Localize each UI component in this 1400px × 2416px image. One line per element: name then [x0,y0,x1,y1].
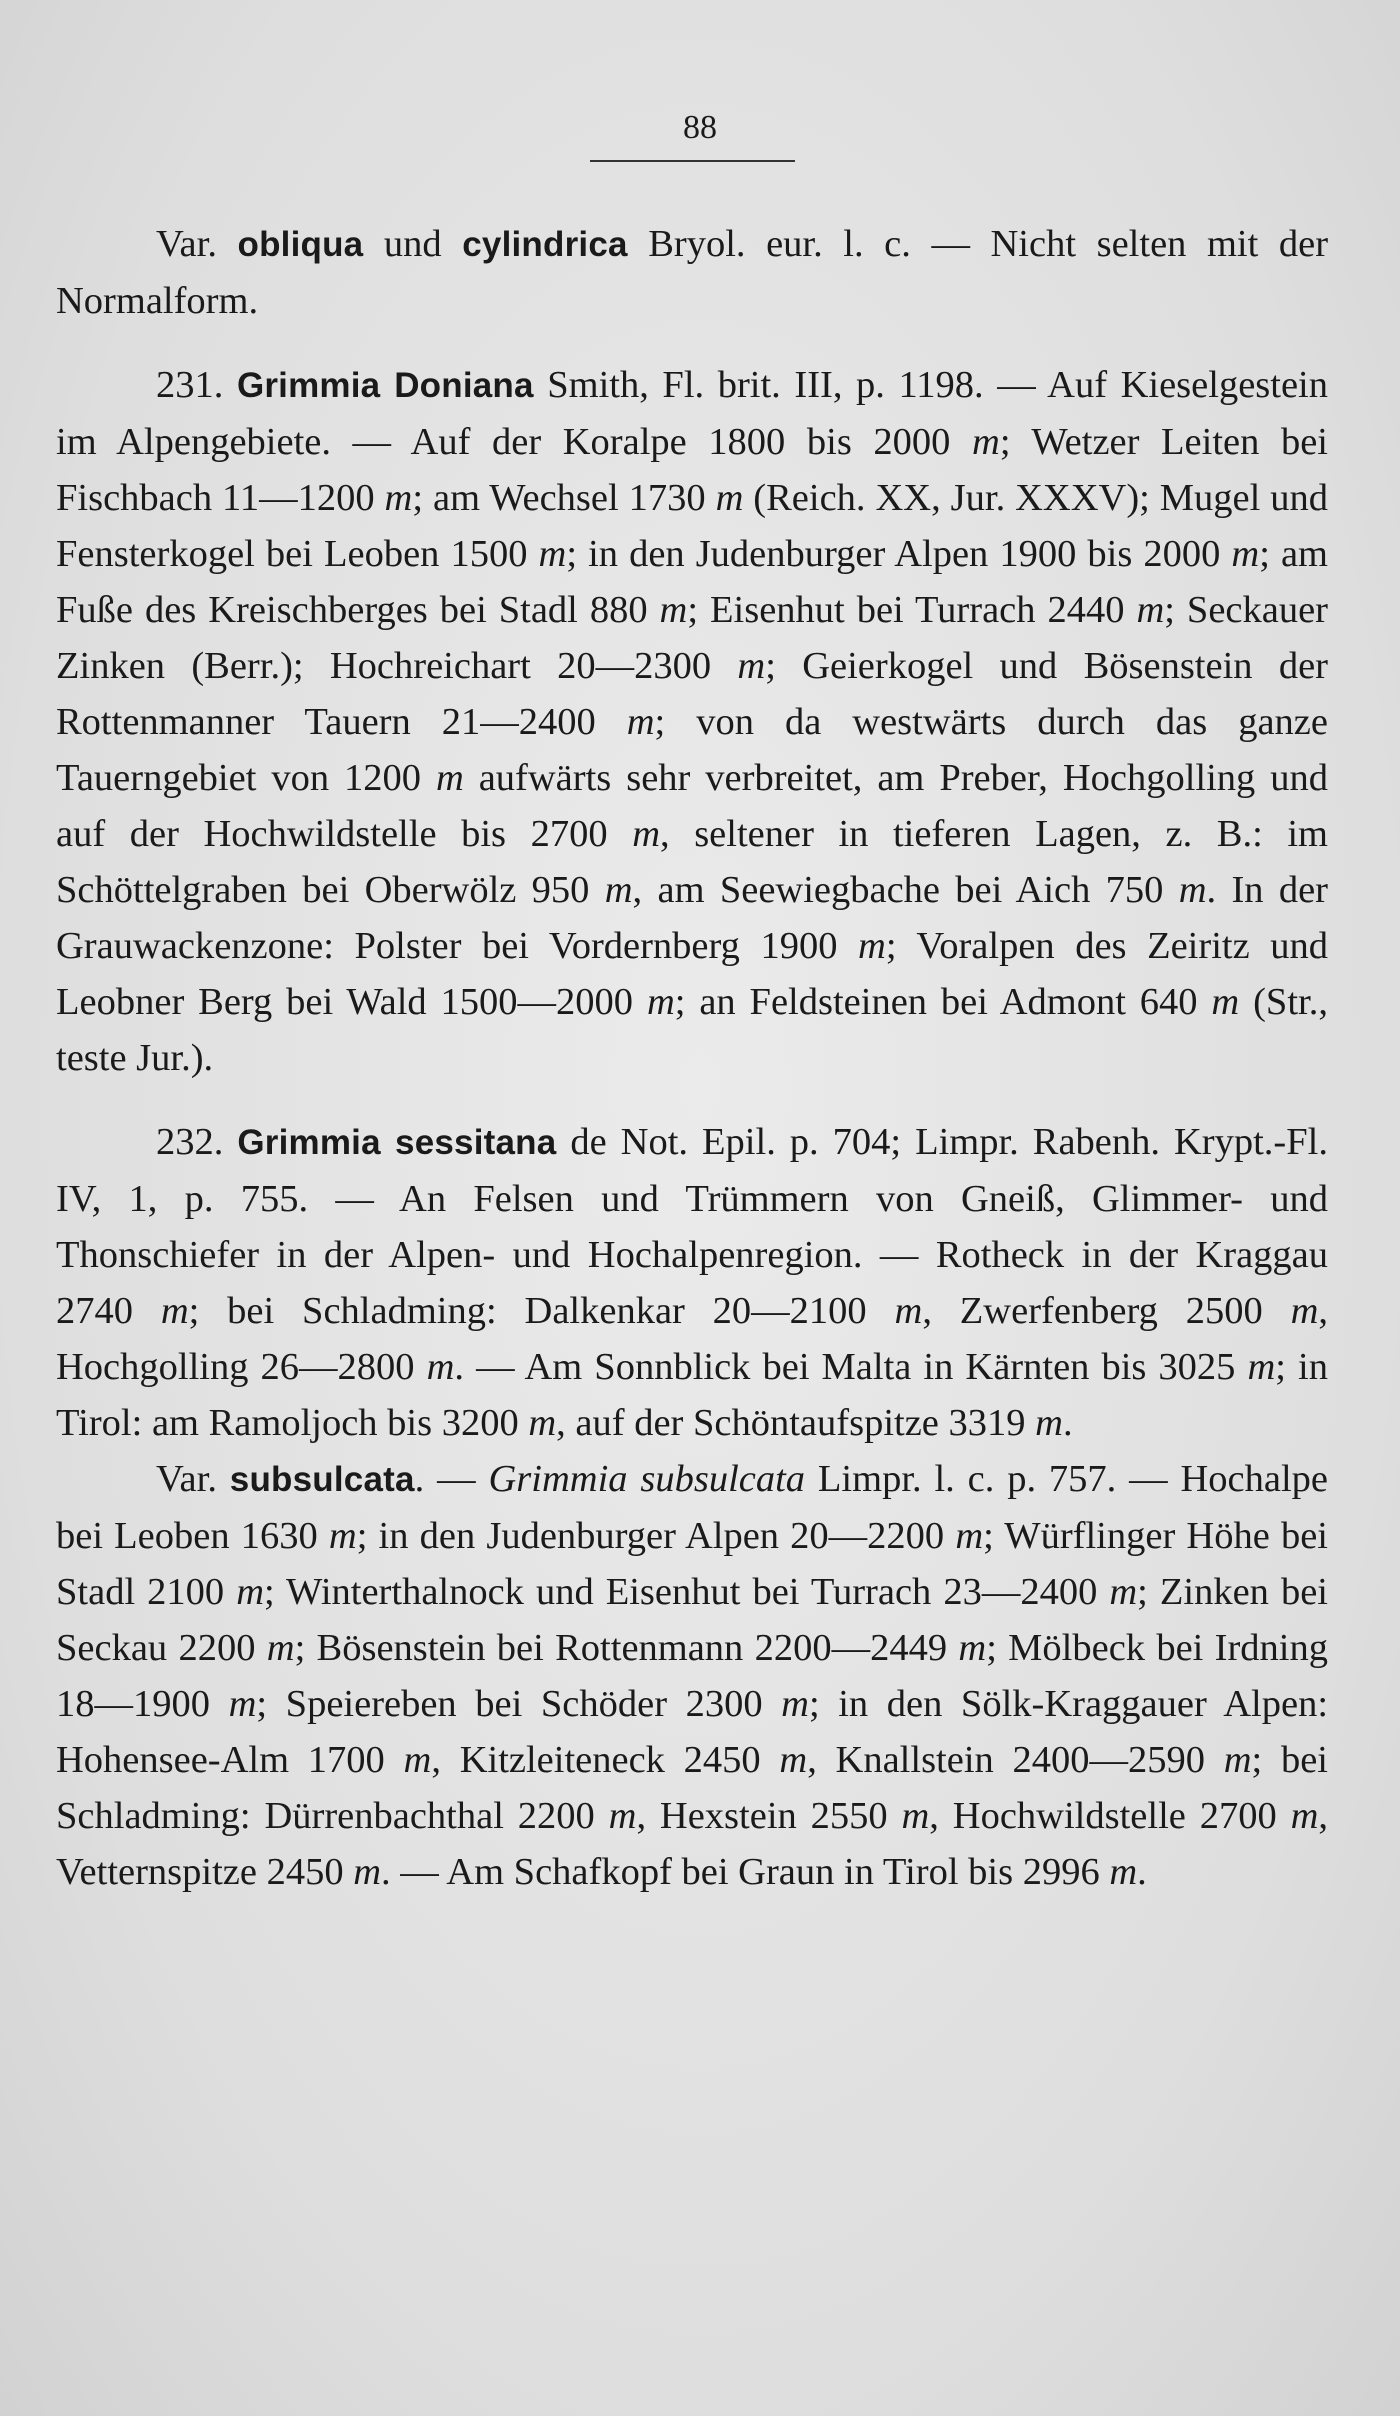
paragraph-gap [56,329,1328,357]
body-text [56,216,1328,1900]
text-run: Var. [156,223,238,265]
text-run: ; in Tirol: am Ramoljoch bis 3200 [56,1346,1328,1444]
paragraph-var-obliqua [56,216,1328,329]
text-run: ; Bösenstein bei Rottenmann 2200—2449 [294,1627,959,1669]
text-run: ; Geierkogel und Bösenstein der Rottenmanner Tauern 21—2400 [56,645,1328,743]
italic-text: m [1231,533,1260,575]
paragraph-var-subsulcata [56,1451,1328,1900]
italic-text: m [353,1851,382,1893]
text-run: ; Zinken bei Seckau 2200 [56,1571,1328,1669]
italic-text: m [266,1627,295,1669]
text-run: . — Am Schafkopf bei Graun in Tirol bis 2996 [381,1851,1110,1893]
text-run: . In der Grauwackenzone: Polster bei Vordernberg 1900 [56,869,1328,967]
text-run: aufwärts sehr verbreitet, am Preber, Hochgolling und auf der Hochwildstelle bis 2700 [56,757,1328,855]
text-run: , am Seewiegbache bei Aich 750 [632,869,1179,911]
text-run: , Kitzleiteneck 2450 [431,1739,780,1781]
italic-text: m [955,1515,984,1557]
italic-text: m [1211,981,1240,1023]
text-run: . — Am Sonnblick bei Malta in Kärnten bis 3025 [454,1346,1248,1388]
text-run: ; in den Judenburger Alpen 20—2200 [356,1515,956,1557]
text-run: ; Winterthalnock und Eisenhut bei Turrach 23—2400 [264,1571,1110,1613]
text-run: ; bei Schladming: Dürrenbachthal 2200 [56,1739,1329,1837]
italic-text: m [1178,869,1207,911]
text-run: und [363,223,463,265]
text-run: , seltener in tieferen Lagen, z. B.: im Schöttelgraben bei Oberwölz 950 [56,813,1328,911]
page-number: 88 [683,109,717,146]
italic-text: m [779,1739,808,1781]
italic-text: m [1109,1571,1138,1613]
italic-text: m [1290,1290,1319,1332]
italic-text: m [538,533,567,575]
italic-text: m [160,1290,189,1332]
italic-text: m [1136,589,1165,631]
italic-text: m [1035,1402,1063,1444]
header-rule [590,160,795,162]
text-run: . [1062,1402,1073,1444]
text-run: 232. [156,1121,238,1163]
text-run: , Zwerfenberg 2500 [922,1290,1291,1332]
italic-text: m [972,421,1000,463]
italic-text: m [781,1683,809,1725]
text-run: Limpr. l. c. p. 757. — Hochalpe bei Leoben 1630 [56,1458,1329,1557]
italic-text: m [894,1290,923,1332]
text-run: ; in den Sölk-Kraggauer Alpen: Hohensee-Alm 1700 [56,1683,1329,1781]
italic-text: m [715,477,744,519]
text-run: , Knallstein 2400—2590 [807,1739,1224,1781]
species-name: Grimmia Doniana [236,366,534,405]
text-run: ; Voralpen des Zeiritz und Leobner Berg bei Wald 1500—2000 [56,925,1328,1023]
italic-text: m [901,1795,930,1837]
species-name: Grimmia sessitana [237,1123,557,1162]
italic-text: m [958,1627,987,1669]
italic-text: m [1290,1795,1319,1837]
text-run: Bryol. eur. l. c. — Nicht selten mit der Normalform. [56,223,1329,322]
paragraph-grimmia-sessitana [56,1114,1328,1451]
italic-text: m [626,701,655,743]
text-run: , Hochwildstelle 2700 [929,1795,1291,1837]
species-name: subsulcata [229,1460,415,1499]
italic-text: m [384,477,413,519]
italic-text: m [858,925,886,967]
text-run: ; Seckauer Zinken (Berr.); Hochreichart 20—2300 [56,589,1328,687]
italic-text: m [435,757,464,799]
text-run: ; von da westwärts durch das ganze Tauerngebiet von 1200 [56,701,1328,799]
text-run: , auf der Schöntaufspitze 3319 [556,1402,1036,1444]
species-name: cylindrica [462,225,628,264]
text-run: ; in den Judenburger Alpen 1900 bis 2000 [566,533,1232,575]
italic-text: m [228,1683,257,1725]
italic-text: m [1109,1851,1138,1893]
text-run: Var. [156,1458,230,1500]
text-run: (Reich. XX, Jur. XXXV); Mugel und Fensterkogel bei Leoben 1500 [56,477,1328,575]
text-run: . — [414,1458,489,1500]
text-run: ; an Feldsteinen bei Admont 640 [674,981,1212,1023]
text-run: ; Speiereben bei Schöder 2300 [256,1683,782,1725]
italic-text: m [608,1795,637,1837]
italic-text: m [604,869,633,911]
italic-text: m [528,1402,557,1444]
italic-text: m [426,1346,455,1388]
text-run: . [1137,1851,1147,1893]
italic-text: m [632,813,660,855]
italic-text: m [236,1571,264,1613]
italic-text: m [1223,1739,1252,1781]
text-run: ; am Wechsel 1730 [412,477,716,519]
italic-text: m [1247,1346,1276,1388]
italic-text: m [403,1739,432,1781]
text-run: , Hochgolling 26—2800 [56,1290,1328,1388]
text-run: (Str., teste Jur.). [56,981,1328,1079]
italic-text: m [328,1515,357,1557]
paragraph-gap [56,1086,1328,1114]
text-run: , Vetternspitze 2450 [56,1795,1328,1893]
text-run: ; Würflinger Höhe bei Stadl 2100 [56,1515,1328,1613]
text-run: 231. [156,364,237,406]
italic-text: m [646,981,675,1023]
italic-text: Grimmia subsulcata [488,1458,806,1500]
text-run: ; Mölbeck bei Irdning 18—1900 [56,1627,1328,1725]
italic-text: m [659,589,688,631]
text-run: ; am Fuße des Kreischberges bei Stadl 880 [56,533,1329,631]
italic-text: m [737,645,766,687]
text-run: Smith, Fl. brit. III, p. 1198. — Auf Kieselgestein im Alpengebiete. — Auf der Koralpe 1800 bis 2000 [56,364,1328,463]
text-run: ; bei Schladming: Dalkenkar 20—2100 [188,1290,895,1332]
paragraph-grimmia-doniana [56,357,1328,1086]
text-run: de Not. Epil. p. 704; Limpr. Rabenh. Krypt.-Fl. IV, 1, p. 755. — An Felsen und Trümmern von Gneiß, Glimmer- und Thonschiefer in der Alpen- und Hochalpenregion. — Rotheck in der Kraggau 2740 [56,1121,1328,1332]
species-name: obliqua [237,225,364,264]
text-run: ; Wetzer Leiten bei Fischbach 11—1200 [56,421,1328,519]
text-run: , Hexstein 2550 [636,1795,902,1837]
text-run: ; Eisenhut bei Turrach 2440 [687,589,1137,631]
